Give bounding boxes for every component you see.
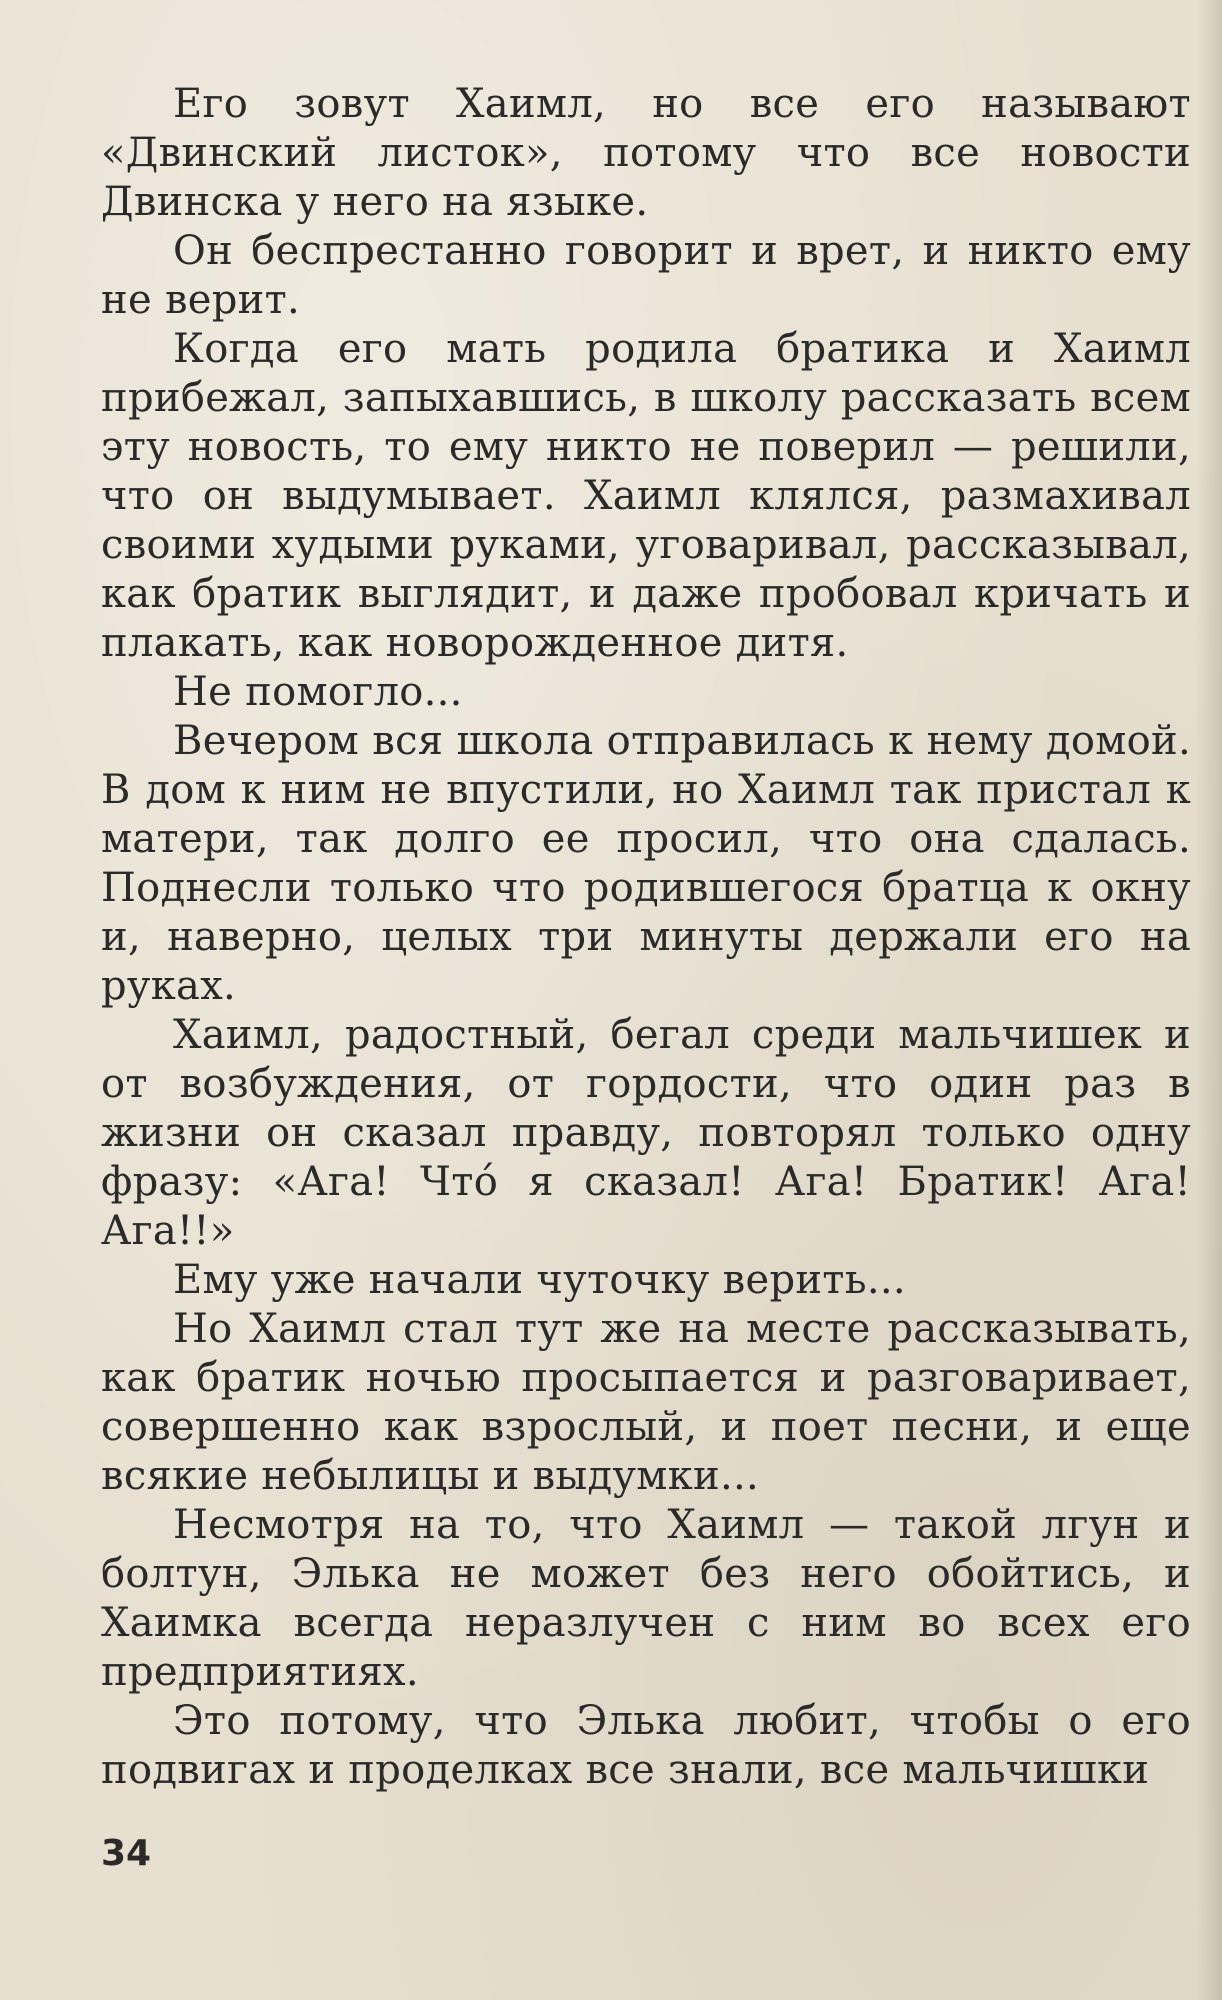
paragraph-1: Его зовут Хаимл, но все его называют «Двинский листок», потому что все новости Двинска у него на языке. bbox=[101, 81, 1191, 225]
paragraph-4: Не помогло... bbox=[173, 669, 463, 715]
paragraph-10: Это потому, что Элька любит, чтобы о его подвигах и проделках все знали, все мальчишки bbox=[101, 1698, 1191, 1793]
paragraph-8: Но Хаимл стал тут же на месте рассказывать, как братик ночью просыпается и разговаривает, совершенно как взрослый, и поет песни, и еще всякие небылицы и выдумки... bbox=[101, 1306, 1191, 1499]
paragraph-7: Ему уже начали чуточку верить... bbox=[173, 1257, 906, 1303]
paragraph-5: Вечером вся школа отправилась к нему домой. В дом к ним не впустили, но Хаимл так пристал к матери, так долго ее просил, что она сдалась. Поднесли только что родившегося братца к окну и, наверно, целых три минуты держали его на руках. bbox=[101, 718, 1191, 1009]
page-text bbox=[101, 80, 1191, 1795]
paragraph-9: Несмотря на то, что Хаимл — такой лгун и болтун, Элька не может без него обойтись, и Хаимка всегда неразлучен с ним во всех его предприятиях. bbox=[101, 1502, 1191, 1695]
page-number: 34 bbox=[101, 1833, 152, 1874]
paragraph-3: Когда его мать родила братика и Хаимл прибежал, запыхавшись, в школу рассказать всем эту новость, то ему никто не поверил — решили, что он выдумывает. Хаимл клялся, размахивал своими худыми руками, уговаривал, рассказывал, как братик выглядит, и даже пробовал кричать и плакать, как новорожденное дитя. bbox=[101, 326, 1191, 666]
paragraph-2: Он беспрестанно говорит и врет, и никто ему не верит. bbox=[101, 228, 1191, 323]
paragraph-6: Хаимл, радостный, бегал среди мальчишек и от возбуждения, от гордости, что один раз в жизни он сказал правду, повторял только одну фразу: «Ага! Что́ я сказал! Ага! Братик! Ага! Ага!!» bbox=[101, 1012, 1191, 1254]
